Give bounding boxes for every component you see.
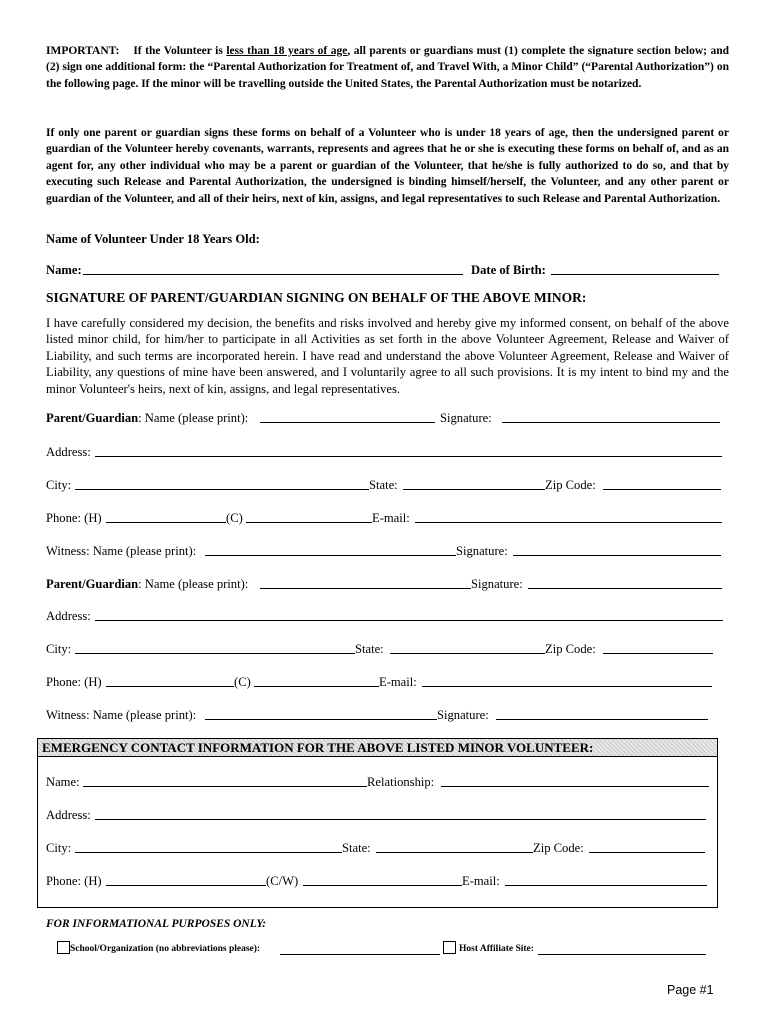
parent1-phone-home-field[interactable] — [106, 510, 226, 523]
emergency-heading: EMERGENCY CONTACT INFORMATION FOR THE ABOVE LISTED MINOR VOLUNTEER: — [38, 739, 717, 757]
emergency-address-field[interactable] — [95, 807, 706, 820]
parent2-phone-cell-field[interactable] — [254, 674, 379, 687]
school-label: School/Organization (no abbreviations please): — [70, 944, 261, 954]
school-checkbox[interactable] — [57, 941, 70, 954]
emergency-name-row: Name: Relationship: — [46, 774, 729, 790]
single-parent-clause: If only one parent or guardian signs these forms on behalf of a Volunteer who is under 18 years of age, then the undersigned parent or guardian of the Volunteer hereby covenants, warrants, represents and agrees that he or she is executing these forms on behalf of, and as an agent for, any other individual who may be a parent or guardian of the Volunteer, that he/she is fully authorized to do so, and that by executing such Release and Parental Authorization, the undersigned is binding himself/herself, the Volunteer, and any other parent or guardian of the Volunteer, and all of their heirs, next of kin, assigns, and legal representatives to such Release and Parental Authorization. — [46, 127, 729, 205]
volunteer-name-row — [46, 262, 729, 278]
emergency-zip-field[interactable] — [589, 840, 705, 853]
parent2-name-row: Parent/Guardian: Name (please print): Signature: — [46, 576, 729, 592]
page-number: Page #1 — [667, 983, 714, 997]
parent1-phone-row: Phone: (H) (C) E-mail: — [46, 510, 729, 526]
parent1-name-row: Parent/Guardian: Name (please print): Signature: — [46, 410, 729, 426]
witness1-row: Witness: Name (please print): Signature: — [46, 543, 729, 559]
important-notice: IMPORTANT: If the Volunteer is less than 18 years of age, all parents or guardians must (1) complete the signature section below; and (2) sign one additional form: the “Parental Authorization for Treatment of, and Travel With, a Minor Child” (“Parental Authorization”) on the following page. If the minor will be travelling outside the United States, the Parental Authorization must be notarized. — [46, 45, 729, 90]
parent1-address-field[interactable] — [95, 444, 722, 457]
parent2-email-field[interactable] — [422, 674, 712, 687]
emergency-state-field[interactable] — [376, 840, 533, 853]
consent-paragraph: I have carefully considered my decision, the benefits and risks involved and hereby give my informed consent, on behalf of the above listed minor child, for him/her to participate in all Activities as set forth in the above Volunteer Agreement, Release and Waiver of Liability, and such terms are incorporated herein. I have read and understand the above Volunteer Agreement, Release and Waiver of Liability, any questions of mine have been answered, and I voluntarily agree to all such provisions. It is my intent to bind my and the minor Volunteer's heirs, next of kin, assigns, and legal representatives. — [46, 316, 729, 396]
volunteer-name-label: Name: — [46, 263, 82, 277]
volunteer-name-field[interactable] — [83, 262, 463, 275]
parent2-city-field[interactable] — [75, 641, 355, 654]
affiliate-field[interactable] — [538, 942, 706, 955]
volunteer-section-title: Name of Volunteer Under 18 Years Old: — [46, 232, 260, 246]
parent2-phone-home-field[interactable] — [106, 674, 234, 687]
parent1-zip-field[interactable] — [603, 477, 721, 490]
affiliate-label: Host Affiliate Site: — [459, 944, 534, 954]
witness2-signature-field[interactable] — [496, 707, 708, 720]
parent2-address-row: Address: — [46, 608, 729, 624]
parent1-name-field[interactable] — [260, 410, 435, 423]
parent1-address-row: Address: — [46, 444, 729, 460]
emergency-phone-home-field[interactable] — [106, 873, 266, 886]
emergency-email-field[interactable] — [505, 873, 707, 886]
emergency-city-field[interactable] — [75, 840, 342, 853]
dob-label: Date of Birth: — [471, 263, 546, 277]
dob-field[interactable] — [551, 262, 719, 275]
witness1-signature-field[interactable] — [513, 543, 721, 556]
parent1-city-field[interactable] — [75, 477, 369, 490]
emergency-phone-cw-field[interactable] — [303, 873, 462, 886]
emergency-address-row: Address: — [46, 807, 729, 823]
parent1-city-row: City: State: Zip Code: — [46, 477, 729, 493]
age-condition: less than 18 years of age — [226, 45, 348, 57]
emergency-name-field[interactable] — [83, 774, 367, 787]
parent1-state-field[interactable] — [403, 477, 545, 490]
parent2-zip-field[interactable] — [603, 641, 713, 654]
parent2-city-row: City: State: Zip Code: — [46, 641, 729, 657]
parent2-name-field[interactable] — [260, 576, 471, 589]
parent1-signature-field[interactable] — [502, 410, 720, 423]
parent2-address-field[interactable] — [95, 608, 723, 621]
signature-heading: SIGNATURE OF PARENT/GUARDIAN SIGNING ON BEHALF OF THE ABOVE MINOR: — [46, 290, 587, 305]
parent1-phone-cell-field[interactable] — [246, 510, 372, 523]
affiliate-checkbox[interactable] — [443, 941, 456, 954]
witness2-row: Witness: Name (please print): Signature: — [46, 707, 729, 723]
parent2-phone-row: Phone: (H) (C) E-mail: — [46, 674, 729, 690]
important-label: IMPORTANT: — [46, 45, 120, 57]
witness2-name-field[interactable] — [205, 707, 437, 720]
school-field[interactable] — [280, 942, 440, 955]
parent1-email-field[interactable] — [415, 510, 722, 523]
witness1-name-field[interactable] — [205, 543, 456, 556]
emergency-city-row: City: State: Zip Code: — [46, 840, 729, 856]
emergency-phone-row: Phone: (H) (C/W) E-mail: — [46, 873, 729, 889]
parent2-signature-field[interactable] — [528, 576, 722, 589]
emergency-relationship-field[interactable] — [441, 774, 709, 787]
parent2-state-field[interactable] — [390, 641, 545, 654]
info-heading: FOR INFORMATIONAL PURPOSES ONLY: — [46, 918, 267, 930]
